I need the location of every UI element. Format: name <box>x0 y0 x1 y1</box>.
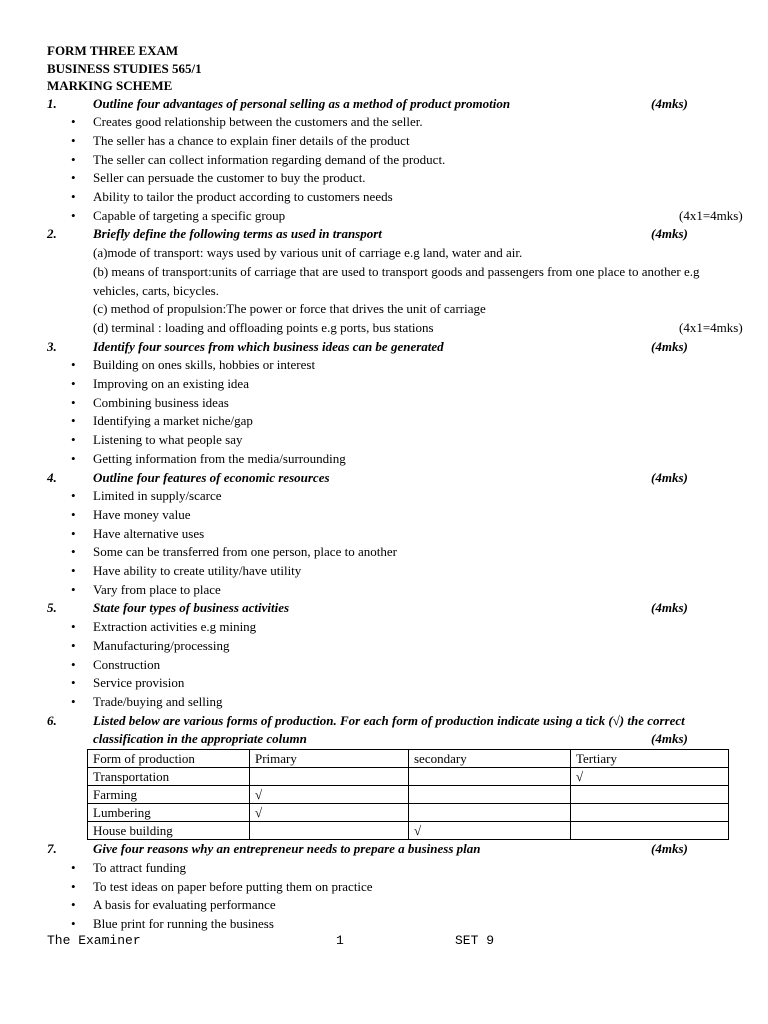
list-item: • Combining business ideas <box>47 394 731 413</box>
list-item: • Improving on an existing idea <box>47 375 731 394</box>
page-number: 1 <box>336 933 344 948</box>
table-cell: Farming <box>88 786 250 804</box>
table-cell <box>409 804 571 822</box>
production-table <box>87 749 729 840</box>
list-item: • Identifying a market niche/gap <box>47 412 731 431</box>
question-text: Listed below are various forms of production. For each form of production indicate using a tick (√) the correct classification in the appropriate column <box>93 712 685 747</box>
question-marks: (4mks) <box>651 731 688 747</box>
answer-list-3 <box>47 356 731 468</box>
question-7 <box>47 840 731 859</box>
table-header-row <box>88 750 729 768</box>
question-text: Identify four sources from which business ideas can be generated <box>93 338 444 354</box>
list-item: • Limited in supply/scarce <box>47 487 731 506</box>
list-item: • The seller has a chance to explain finer details of the product <box>47 132 731 151</box>
definition-b: (b) means of transport:units of carriage that are used to transport goods and passengers from one place to another e.g vehicles, carts, bicycles. <box>93 263 700 298</box>
column-header: Primary <box>250 750 409 768</box>
list-item: • Have ability to create utility/have utility <box>47 562 731 581</box>
answer-list-1 <box>47 113 743 225</box>
table-cell: √ <box>409 822 571 840</box>
question-text: Briefly define the following terms as used in transport <box>93 226 382 242</box>
list-item: • Seller can persuade the customer to buy the product. <box>47 169 731 188</box>
table-cell <box>571 822 729 840</box>
question-3 <box>47 338 731 357</box>
question-number: 5. <box>47 600 57 616</box>
question-2 <box>47 225 731 244</box>
question-text: State four types of business activities <box>93 600 290 616</box>
table-cell <box>250 822 409 840</box>
list-item: • Have alternative uses <box>47 525 731 544</box>
question-marks: (4mks) <box>651 338 688 354</box>
table-cell <box>409 768 571 786</box>
set-label: SET 9 <box>455 933 495 948</box>
subject-title: BUSINESS STUDIES 565/1 <box>47 60 202 76</box>
table-row <box>88 768 729 786</box>
question-5 <box>47 599 731 618</box>
question-number: 4. <box>47 469 57 485</box>
answer-list-5 <box>47 618 731 712</box>
question-marks: (4mks) <box>651 95 688 111</box>
question-number: 1. <box>47 95 57 111</box>
list-item: • Some can be transferred from one person, place to another <box>47 543 731 562</box>
table-cell: Lumbering <box>88 804 250 822</box>
question-number: 3. <box>47 338 57 354</box>
table-row <box>88 804 729 822</box>
table-cell <box>409 786 571 804</box>
column-header: secondary <box>409 750 571 768</box>
table-row <box>88 822 729 840</box>
table-cell: √ <box>571 768 729 786</box>
table-cell: √ <box>250 804 409 822</box>
list-item: • Creates good relationship between the customers and the seller. <box>47 113 731 132</box>
definition-c: (c) method of propulsion:The power or force that drives the unit of carriage <box>93 301 486 317</box>
question-marks: (4mks) <box>651 600 688 616</box>
list-item: • Service provision <box>47 674 731 693</box>
list-item: • Listening to what people say <box>47 431 731 450</box>
list-item: • Building on ones skills, hobbies or interest <box>47 356 731 375</box>
list-item: • Have money value <box>47 506 731 525</box>
question-marks: (4mks) <box>651 469 688 485</box>
exam-page <box>47 42 743 934</box>
table-cell <box>571 804 729 822</box>
list-item: • Trade/buying and selling <box>47 693 731 712</box>
question-marks: (4mks) <box>651 226 688 242</box>
column-header: Form of production <box>88 750 250 768</box>
definition-a: (a)mode of transport: ways used by various unit of carriage e.g land, water and air. <box>93 245 523 261</box>
question-number: 2. <box>47 226 57 242</box>
answer-list-4 <box>47 487 731 599</box>
definition-d: (d) terminal : loading and offloading points e.g ports, bus stations (4x1=4mks) <box>93 319 731 338</box>
question-text: Give four reasons why an entrepreneur needs to prepare a business plan <box>93 841 481 857</box>
doc-header <box>47 42 731 95</box>
question-6 <box>47 712 731 749</box>
list-item: • To attract funding <box>47 859 731 878</box>
list-item: • Construction <box>47 656 731 675</box>
list-item: • Ability to tailor the product according to customers needs <box>47 188 731 207</box>
list-item: • Getting information from the media/surrounding <box>47 450 731 469</box>
list-item: • Capable of targeting a specific group (4x1=4mks) <box>47 207 731 226</box>
answer-list-7 <box>47 859 731 934</box>
table-cell: √ <box>250 786 409 804</box>
exam-title: FORM THREE EXAM <box>47 43 179 58</box>
question-1 <box>47 95 731 114</box>
list-item: • To test ideas on paper before putting them on practice <box>47 878 731 897</box>
list-item: • A basis for evaluating performance <box>47 896 731 915</box>
table-row <box>88 786 729 804</box>
marks-breakdown: (4x1=4mks) <box>679 207 743 223</box>
table-cell: Transportation <box>88 768 250 786</box>
question-text: Outline four advantages of personal selling as a method of product promotion <box>93 95 511 111</box>
question-number: 6. <box>47 712 57 728</box>
question-number: 7. <box>47 841 57 857</box>
question-4 <box>47 469 731 488</box>
question-marks: (4mks) <box>651 841 688 857</box>
table-cell <box>571 786 729 804</box>
table-cell: House building <box>88 822 250 840</box>
list-item: • Blue print for running the business <box>47 915 731 934</box>
marks-breakdown: (4x1=4mks) <box>679 319 743 335</box>
footer-source: The Examiner <box>47 933 141 948</box>
question-text: Outline four features of economic resources <box>93 469 330 485</box>
column-header: Tertiary <box>571 750 729 768</box>
table-cell <box>250 768 409 786</box>
scheme-title: MARKING SCHEME <box>47 78 173 93</box>
list-item: • The seller can collect information regarding demand of the product. <box>47 151 731 170</box>
list-item: • Vary from place to place <box>47 581 731 600</box>
list-item: • Extraction activities e.g mining <box>47 618 731 637</box>
list-item: • Manufacturing/processing <box>47 637 731 656</box>
